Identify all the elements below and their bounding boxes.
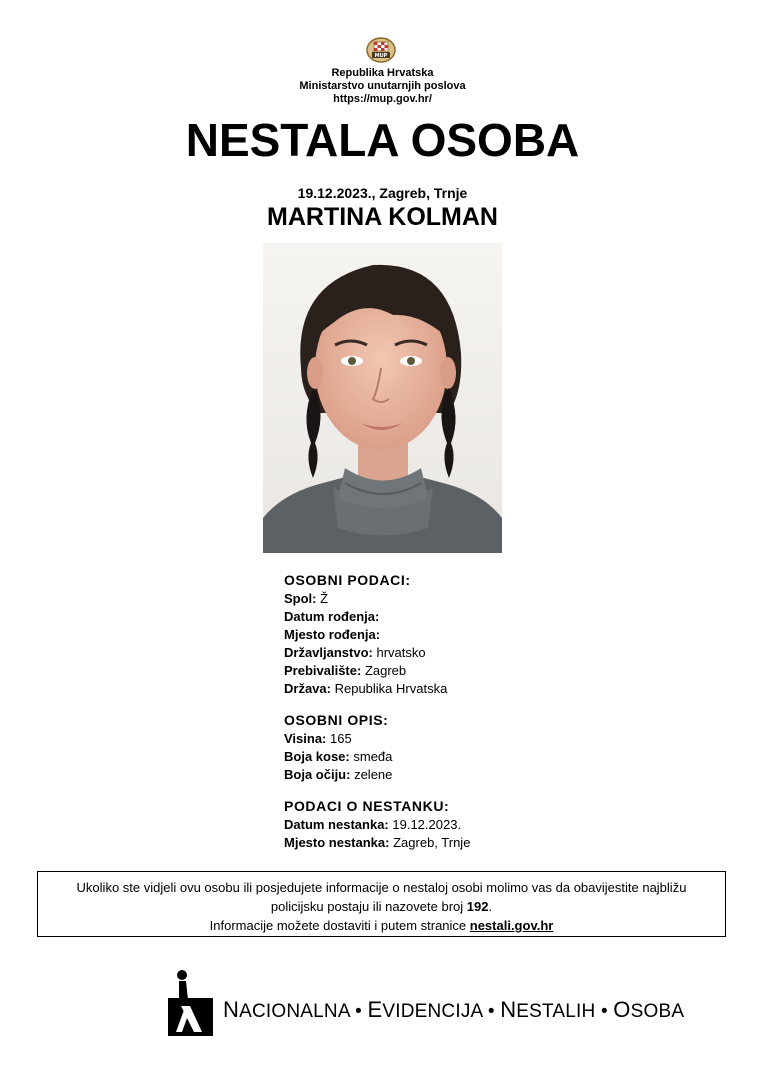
info-row: Visina: 165 [284,731,352,746]
walking-person-logo-icon [168,970,213,1036]
info-row: Država: Republika Hrvatska [284,681,448,696]
personal-data-heading: OSOBNI PODACI: [284,572,411,588]
person-photo [263,243,502,553]
info-row: Datum nestanka: 19.12.2023. [284,817,462,832]
notice-line-2: policijsku postaju ili nazovete broj 192. [270,899,493,914]
personal-data-section [284,570,447,698]
date-place: 19.12.2023., Zagreb, Trnje [297,185,468,201]
police-phone-number: 192 [466,899,489,914]
disappearance-heading: PODACI O NESTANKU: [284,798,450,814]
info-row: Mjesto rođenja: [284,627,381,642]
notice-line-1: Ukoliko ste vidjeli ovu osobu ili posjedujete informacije o nestaloj osobi molimo vas da obavijestite najbližu [76,880,687,895]
info-row: Datum rođenja: [284,609,380,624]
footer-brand-text: NACIONALNA • EVIDENCIJA • NESTALIH • OSOBA [223,997,685,1022]
country-name: Republika Hrvatska [331,67,434,79]
ministry-url[interactable]: https://mup.gov.hr/ [333,93,432,105]
disappearance-section [284,796,470,852]
coat-of-arms-icon [365,36,397,64]
personal-description-heading: OSOBNI OPIS: [284,712,389,728]
person-name: MARTINA KOLMAN [267,203,498,231]
notice-line-3: Informacije možete dostaviti i putem stranice nestali.gov.hr [209,918,554,933]
nestali-link[interactable]: nestali.gov.hr [469,918,554,933]
info-row: Boja kose: smeđa [284,749,393,764]
info-row: Prebivalište: Zagreb [284,663,407,678]
svg-text:MUP: MUP [374,53,388,59]
ministry-name: Ministarstvo unutarnjih poslova [299,80,466,92]
personal-description-section [284,710,392,784]
info-row: Državljanstvo: hrvatsko [284,645,426,660]
poster-title: NESTALA OSOBA [185,114,580,166]
contact-notice [37,871,726,937]
info-row: Spol: Ž [284,591,329,606]
info-row: Mjesto nestanka: Zagreb, Trnje [284,835,471,850]
info-row: Boja očiju: zelene [284,767,393,782]
